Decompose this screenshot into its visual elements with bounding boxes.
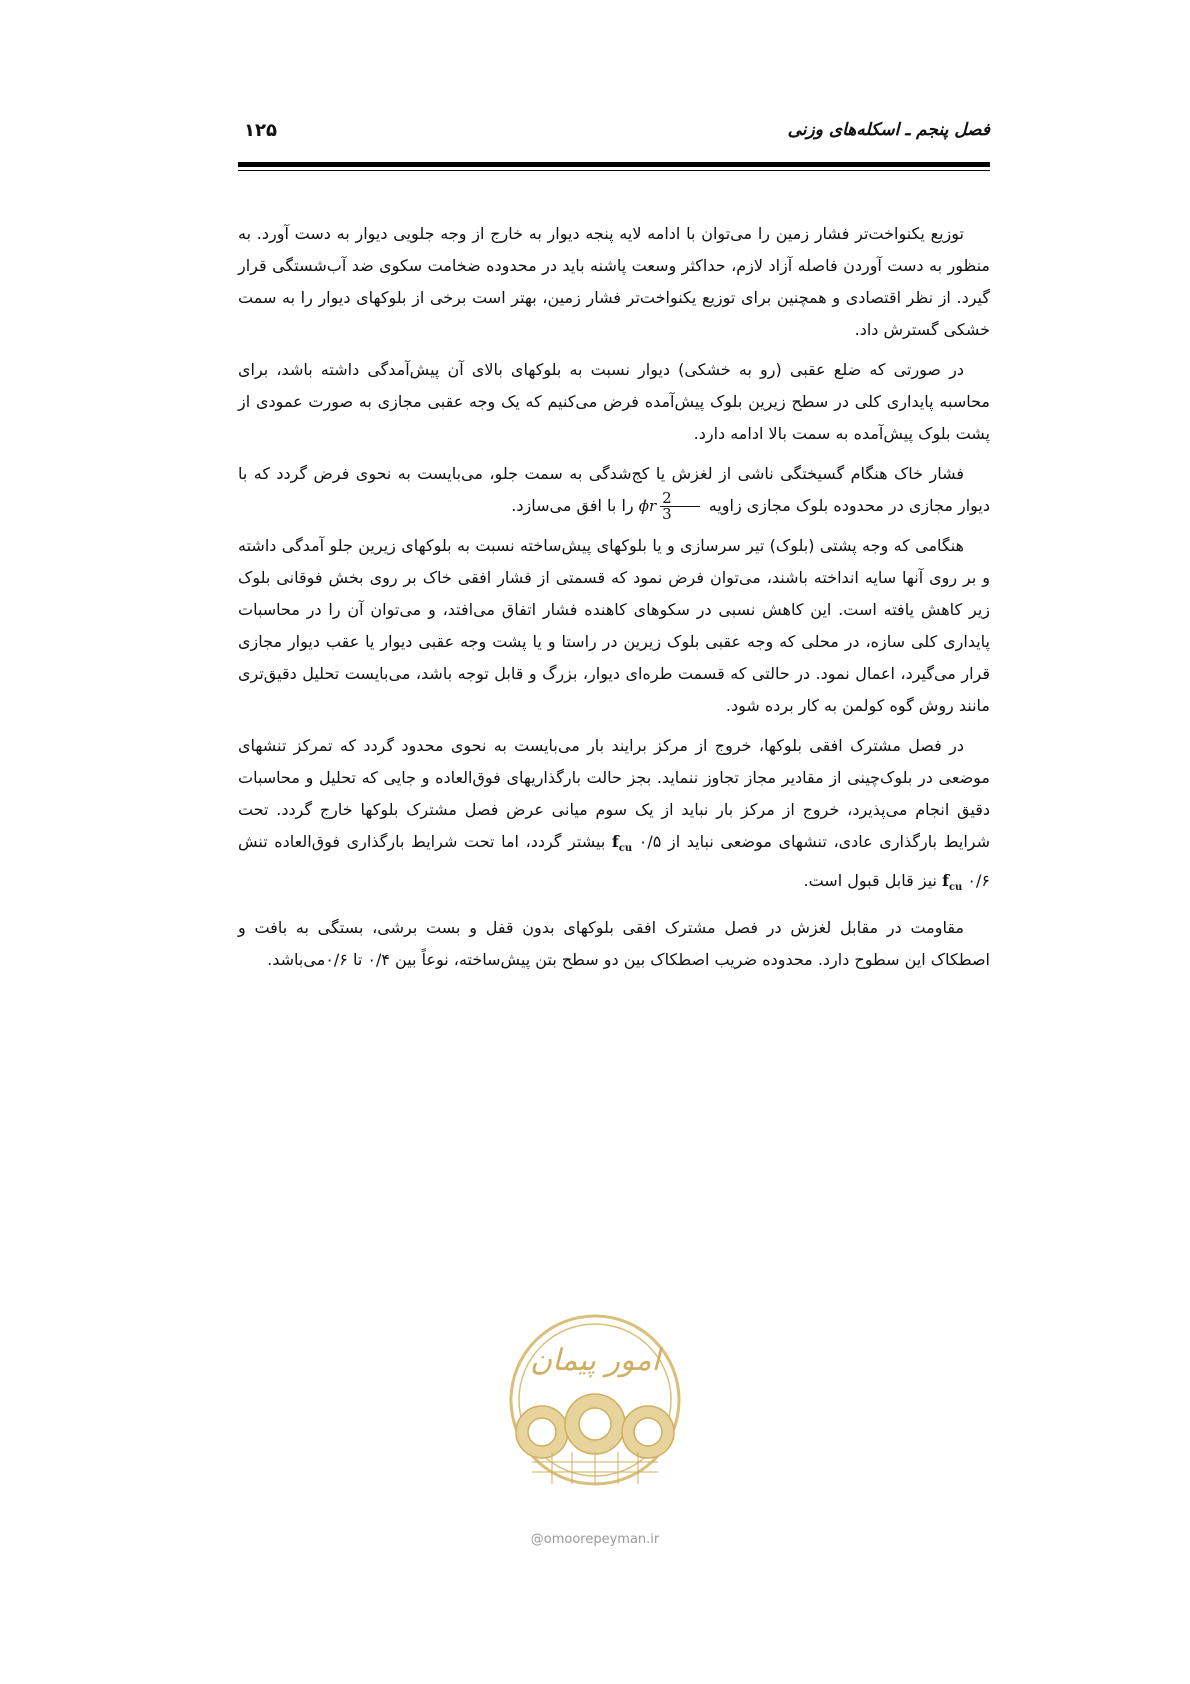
watermark-logo bbox=[492, 1312, 698, 1498]
body-text bbox=[238, 218, 990, 984]
watermark-url: @omoorepeyman.ir bbox=[530, 1532, 660, 1547]
fcu-symbol-2 bbox=[942, 871, 963, 894]
paragraph-virtual-back-face: در صورتی که ضلع عقبی (رو به خشکی) دیوار نسبت به بلوکهای بالای آن پیش‌آمدگی داشته باشد، برای محاسبه پایداری کلی در سطح زیرین بلوک پیش‌آمده فرض می‌کنیم که یک وجه عقبی مجازی به صورت عمودی از پشت بلوک پیش‌آمده به سمت بالا ادامه دارد. bbox=[238, 360, 990, 443]
paragraph-shadow-effect: هنگامی که وجه پشتی (بلوک) تیر سرسازی و یا بلوکهای پیش‌ساخته نسبت به بلوکهای زیرین جلو آمدگی داشته و بر روی آنها سایه انداخته باشند، می‌توان فرض نمود که قسمتی از فشار افقی خاک بر روی بخش فوقانی بلوک زیر کاهش یافته است. این کاهش نسبی در سکوهای کاهنده فشار اتفاق می‌افتد، و می‌توان آن را در محاسبات پایداری کلی سازه، در محلی که وجه عقبی بلوک زیرین در راستا و یا پشت وجه عقبی دیوار یا عقب دیوار مجازی قرار می‌گیرد، اعمال نمود. در حالتی که قسمت طره‌ای دیوار، بزرگ و قابل توجه باشد، می‌بایست تحلیل دقیق‌تری مانند روش گوه کولمن به کار برده شود. bbox=[238, 536, 990, 715]
stress-value-normal: ۰/۵ bbox=[638, 832, 662, 851]
paragraph-earth-pressure-angle bbox=[238, 458, 990, 522]
stress-value-extreme: ۰/۶ bbox=[967, 871, 990, 891]
paragraph-toe: توزیع یکنواخت‌تر فشار زمین را می‌توان با ادامه لایه پنجه دیوار به خارج از وجه جلویی دیوار به دست آورد. به منظور به دست آوردن فاصله آزاد لازم، حداکثر وسعت پاشنه باید در محدوده ضخامت سکوی ضد آب‌شستگی قرار گیرد. از نظر اقتصادی و همچنین برای توزیع یکنواخت‌تر فشار زمین، بهتر است برخی از بلوکهای دیوار را به سمت خشکی گسترش داد. bbox=[238, 224, 990, 339]
watermark-logo-graphic bbox=[492, 1312, 698, 1498]
paragraph-local-stress bbox=[238, 730, 990, 904]
fraction-numerator: 2 bbox=[660, 491, 700, 507]
stress-text-3: نیز قابل قبول است. bbox=[803, 871, 937, 891]
page-number: ۱۲۵ bbox=[244, 120, 277, 141]
header-rule-thin bbox=[238, 170, 990, 171]
two-thirds-fraction bbox=[660, 491, 700, 522]
fcu-subscript: cu bbox=[618, 843, 633, 855]
phi-symbol: ϕr bbox=[638, 497, 657, 515]
watermark-logo-text: امور پیمان bbox=[530, 1343, 660, 1378]
fcu-subscript-2: cu bbox=[948, 882, 963, 894]
stress-text-1: در فصل مشترک افقی بلوکها، خروج از مرکز برایند بار می‌بایست به نحوی محدود گردد که تمرکز تنشهای موضعی در بلوک‌چینی از مقادیر مجاز تجاوز ننماید. بجز حالت بارگذاریهای فوق‌العاده و جایی که تحلیل و محاسبات دقیق انجام می‌پذیرد، خروج از مرکز بار نباید از یک سوم میانی عرض فصل مشترک بلوکها خارج گردد. تحت شرایط بارگذاری عادی، تنشهای موضعی نباید از bbox=[238, 736, 991, 851]
chapter-title: فصل پنجم ـ اسکله‌های وزنی bbox=[787, 120, 990, 140]
paragraph-friction: مقاومت در مقابل لغزش در فصل مشترک افقی بلوکهای بدون قفل و بست برشی، بستگی به بافت و اصطکاک این سطوح دارد. محدوده ضریب اصطکاک بین دو سطح بتن پیش‌ساخته، نوعاً بین ۰/۴ تا ۰/۶می‌باشد. bbox=[238, 918, 990, 970]
stress-text-2: بیشتر گردد، اما تحت شرایط بارگذاری فوق‌العاده تنش bbox=[238, 832, 606, 851]
fcu-base-2: f bbox=[942, 871, 949, 891]
fraction-denominator: 3 bbox=[662, 505, 672, 523]
fcu-base: f bbox=[611, 832, 619, 851]
fcu-symbol bbox=[611, 832, 633, 855]
page-header bbox=[238, 120, 990, 150]
angle-text-before: فشار خاک هنگام گسیختگی ناشی از لغزش یا کج‌شدگی به سمت جلو، می‌بایست به نحوی فرض گردد که با دیوار مجازی در محدوده بلوک مجازی زاویه bbox=[238, 464, 990, 515]
header-rule-thick bbox=[238, 162, 990, 167]
angle-text-after: را با افق می‌سازد. bbox=[511, 496, 634, 515]
